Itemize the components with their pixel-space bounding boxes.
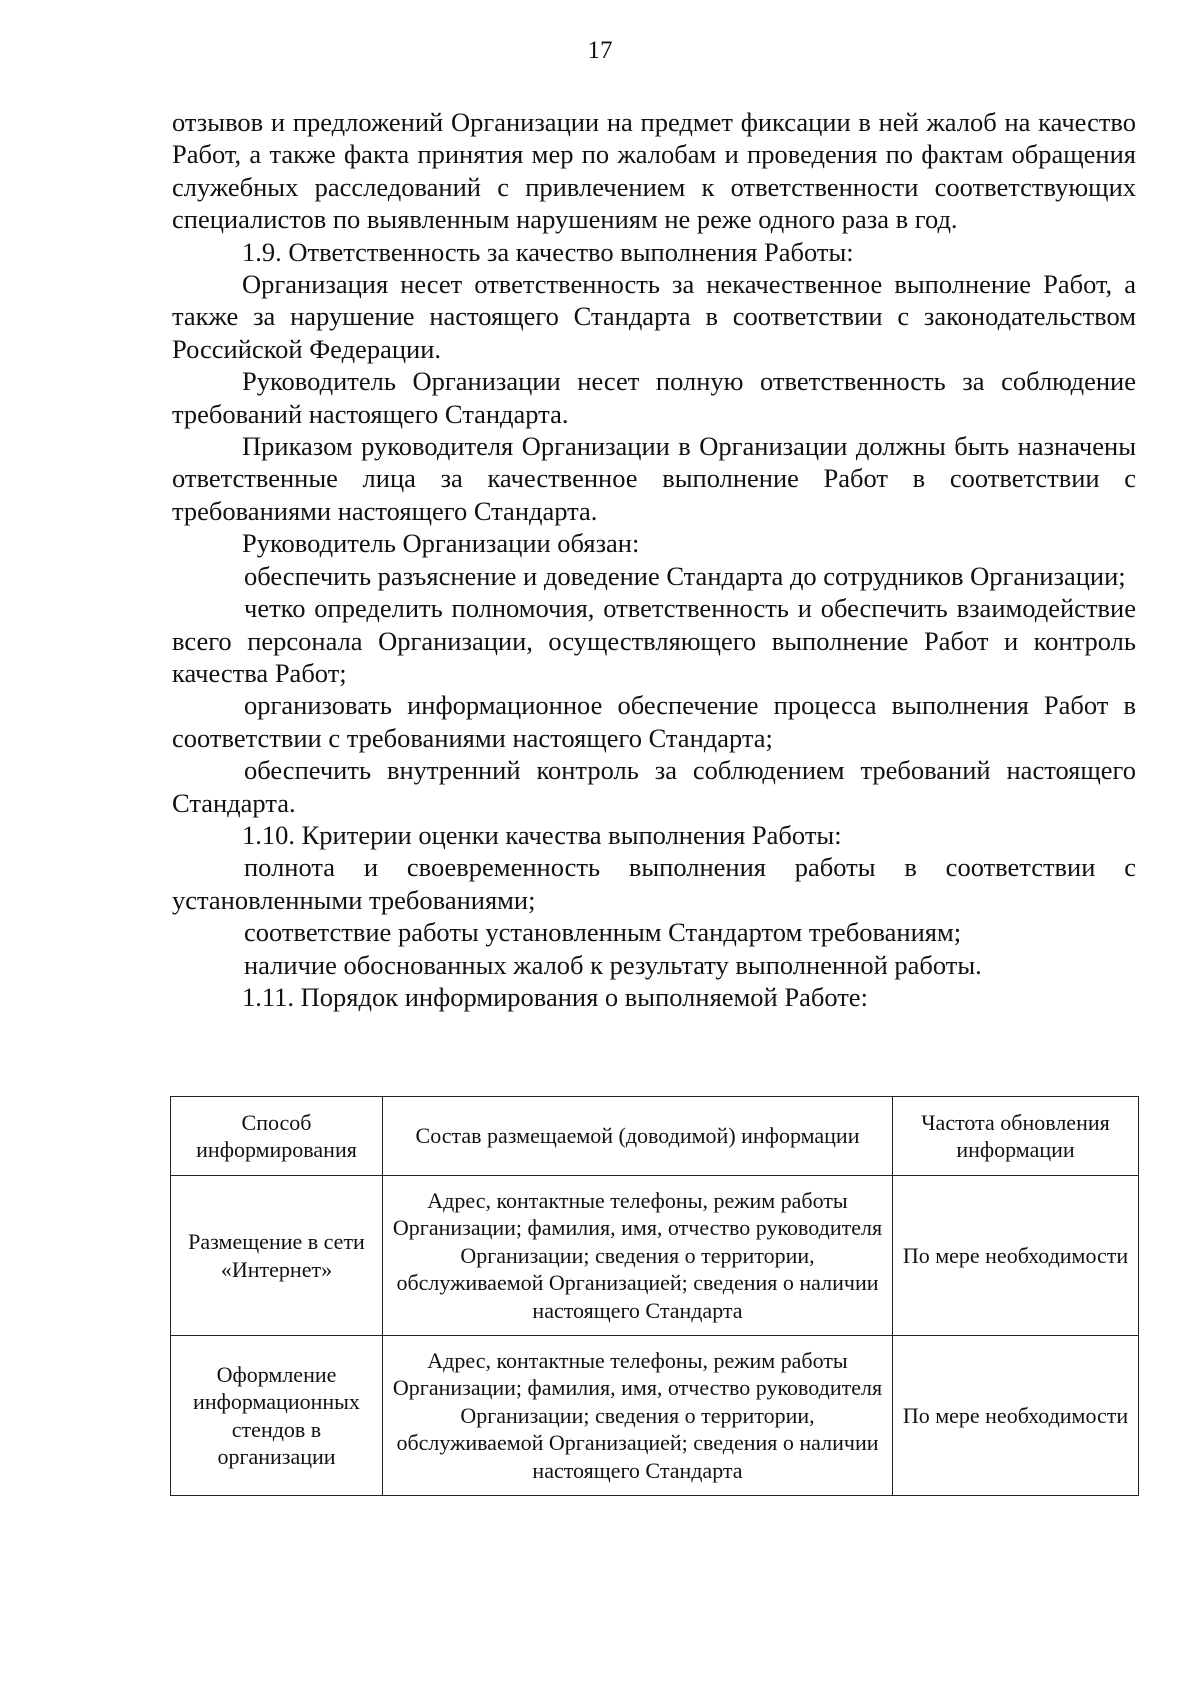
list-item-information-support: организовать информационное обеспечение процесса выполнения Работ в соответствии с требованиями настоящего Стандарта;: [172, 690, 1136, 753]
list-item-complaints: наличие обоснованных жалоб к результату выполненной работы.: [244, 949, 982, 980]
paragraph-head-responsibility: Руководитель Организации несет полную ответственность за соблюдение требований настоящего Стандарта.: [172, 366, 1136, 429]
information-procedure-table: [170, 1096, 1139, 1496]
cell-method: Размещение в сети «Интернет»: [171, 1176, 383, 1336]
cell-method: Оформление информационных стендов в организации: [171, 1336, 383, 1496]
list-item-internal-control: обеспечить внутренний контроль за соблюдением требований настоящего Стандарта.: [172, 755, 1136, 818]
paragraph-continuation: отзывов и предложений Организации на предмет фиксации в ней жалоб на качество Работ, а также факта принятия мер по жалобам и проведения по фактам обращения служебных расследований с привлечением к ответственности соответствующих специалистов по выявленным нарушениям не реже одного раза в год.: [172, 107, 1136, 235]
paragraph-head-obliged: Руководитель Организации обязан:: [242, 528, 640, 559]
list-item-define-powers: четко определить полномочия, ответственность и обеспечить взаимодействие всего персонала Организации, осуществляющего выполнение Работ и контроль качества Работ;: [172, 593, 1136, 688]
list-item-compliance: соответствие работы установленным Стандартом требованиям;: [244, 917, 962, 948]
table-row: [171, 1176, 1139, 1336]
cell-content: Адрес, контактные телефоны, режим работы Организации; фамилия, имя, отчество руководителя Организации; сведения о территории, обслуживаемой Организацией; сведения о наличии настоящего Стандарта: [383, 1176, 893, 1336]
cell-frequency: По мере необходимости: [893, 1176, 1139, 1336]
cell-frequency: По мере необходимости: [893, 1336, 1139, 1496]
paragraph-order-appointment: Приказом руководителя Организации в Организации должны быть назначены ответственные лица за качественное выполнение Работ в соответствии с требованиями настоящего Стандарта.: [172, 431, 1136, 526]
document-body: [172, 106, 1136, 1013]
section-heading-1-11: 1.11. Порядок информирования о выполняемой Работе:: [242, 981, 868, 1012]
table-header-row: [171, 1097, 1139, 1176]
section-heading-1-10: 1.10. Критерии оценки качества выполнения Работы:: [242, 819, 842, 850]
page-number: 17: [587, 37, 613, 64]
list-item-completeness: полнота и своевременность выполнения работы в соответствии с установленными требованиями;: [172, 852, 1136, 915]
header-content: Состав размещаемой (доводимой) информации: [383, 1097, 893, 1176]
paragraph-organization-responsibility: Организация несет ответственность за некачественное выполнение Работ, а также за нарушение настоящего Стандарта в соответствии с законодательством Российской Федерации.: [172, 269, 1136, 364]
list-item-explain-standard: обеспечить разъяснение и доведение Стандарта до сотрудников Организации;: [244, 560, 1126, 591]
header-method: Способ информирования: [171, 1097, 383, 1176]
cell-content: Адрес, контактные телефоны, режим работы Организации; фамилия, имя, отчество руководителя Организации; сведения о территории, обслуживаемой Организацией; сведения о наличии настоящего Стандарта: [383, 1336, 893, 1496]
header-frequency: Частота обновления информации: [893, 1097, 1139, 1176]
section-heading-1-9: 1.9. Ответственность за качество выполнения Работы:: [242, 236, 854, 267]
table-row: [171, 1336, 1139, 1496]
